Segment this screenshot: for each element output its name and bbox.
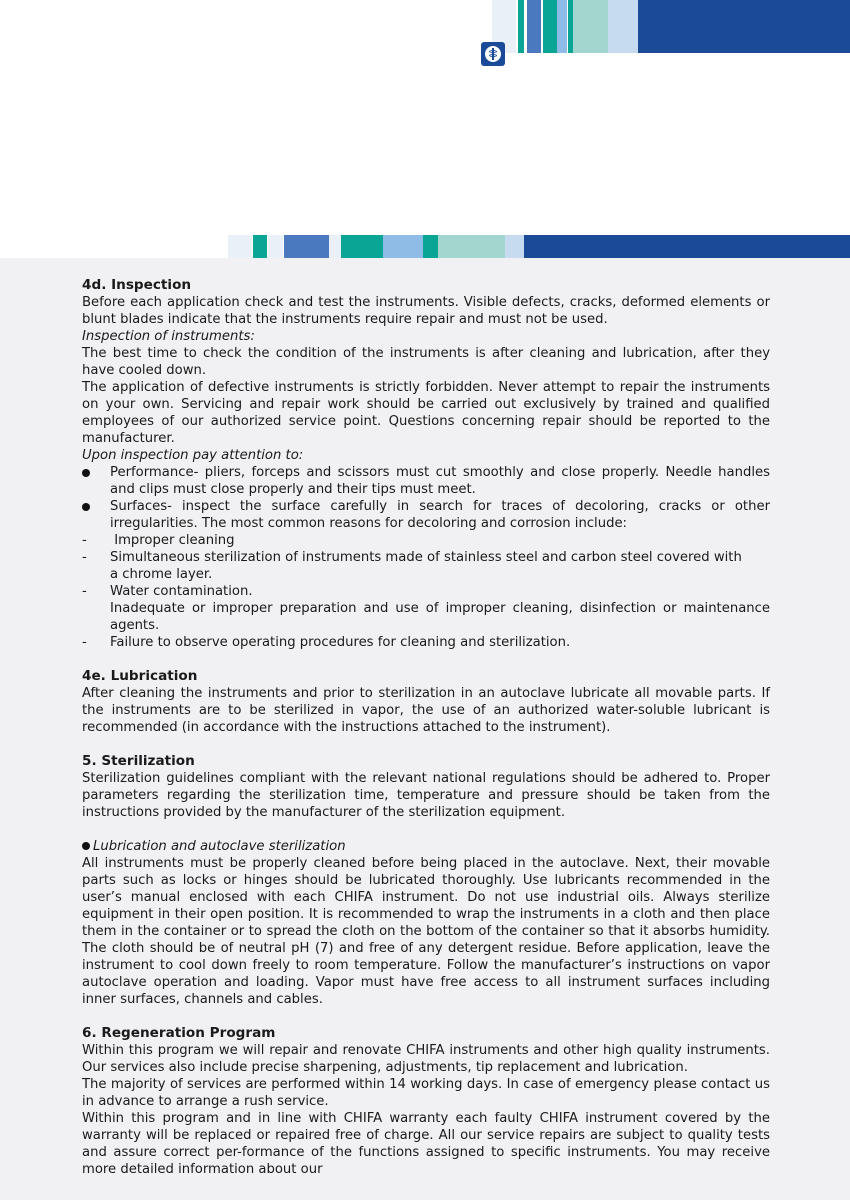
dash-text: Failure to observe operating procedures for cleaning and sterilization. xyxy=(110,635,571,650)
header-stripe-9 xyxy=(638,0,850,53)
paragraph: Before each application check and test the instruments. Visible defects, cracks, deformed elements or blunt blades indicate that the instruments require repair and must not be used. xyxy=(82,295,770,327)
section-inspection xyxy=(82,277,770,651)
dash-item xyxy=(82,583,770,600)
bullet-icon xyxy=(82,842,90,850)
paragraph: Within this program we will repair and renovate CHIFA instruments and other high quality instruments. Our services also include precise sharpening, adjustments, tip replacement and lubrication. xyxy=(82,1043,770,1075)
divider-stripe-10 xyxy=(505,235,524,258)
paragraph: Within this program and in line with CHIFA warranty each faulty CHIFA instrument covered by the warranty will be replaced or repaired free of charge. All our service repairs are subject to quality tests and assure correct per-formance of the functions assigned to specific instruments. You may receive more detailed information about our xyxy=(82,1111,770,1177)
divider-stripe-6 xyxy=(341,235,383,258)
dash-item xyxy=(82,634,770,651)
section-title: 4e. Lubrication xyxy=(82,668,198,684)
section-sterilization xyxy=(82,753,770,1008)
dash-continuation xyxy=(82,600,770,634)
divider-stripe-9 xyxy=(438,235,505,258)
bullet-icon xyxy=(82,503,90,511)
header-stripe-2 xyxy=(518,0,524,53)
section-title: 6. Regeneration Program xyxy=(82,1025,276,1041)
section-title: 4d. Inspection xyxy=(82,277,192,293)
paragraph: The application of defective instruments is strictly forbidden. Never attempt to repair the instruments on your own. Servicing and repair work should be carried out exclusively by trained and qualified employees of our authorized service point. Questions concerning repair should be reported to the manufacturer. xyxy=(82,380,770,446)
divider-stripe-11 xyxy=(524,235,850,258)
subheading: Inspection of instruments: xyxy=(82,329,255,344)
dash-marker: - xyxy=(82,635,87,650)
dash-marker: - xyxy=(82,533,87,548)
divider-stripe-1 xyxy=(228,235,252,258)
divider-stripe-5 xyxy=(329,235,341,258)
paragraph: Sterilization guidelines compliant with the relevant national regulations should be adhered to. Proper parameters regarding the sterilization time, temperature and pressure should be taken from the instructions provided by the manufacturer of the sterilization equipment. xyxy=(82,771,770,820)
header-stripe-3 xyxy=(527,0,541,53)
divider-stripe-2 xyxy=(253,235,267,258)
paragraph: The best time to check the condition of the instruments is after cleaning and lubrication, after they have cooled down. xyxy=(82,346,770,378)
paragraph: After cleaning the instruments and prior to sterilization in an autoclave lubricate all movable parts. If the instruments are to be sterilized in vapor, the use of an authorized water-soluble lubricant is recommended (in accordance with the instructions attached to the instrument). xyxy=(82,686,770,735)
bullet-icon xyxy=(82,469,90,477)
dash-text: Water contamination. xyxy=(110,584,253,599)
divider-stripe-8 xyxy=(423,235,438,258)
bullet-item xyxy=(82,464,770,498)
dash-item xyxy=(82,532,770,549)
dash-item xyxy=(82,549,770,583)
caduceus-icon xyxy=(481,42,505,66)
dash-marker: - xyxy=(82,584,87,599)
dash-marker: - xyxy=(82,550,87,565)
section-title: 5. Sterilization xyxy=(82,753,195,769)
divider-stripe-4 xyxy=(284,235,329,258)
subheading: Upon inspection pay attention to: xyxy=(82,448,304,463)
section-regeneration xyxy=(82,1025,770,1178)
bullet-text: Performance- pliers, forceps and scissors must cut smoothly and close properly. Needle handles and clips must close properly and their tips must meet. xyxy=(110,465,770,497)
bullet-text: Surfaces- inspect the surface carefully in search for traces of decoloring, cracks or other irregularities. The most common reasons for decoloring and corrosion include: xyxy=(110,499,770,531)
dash-text: Simultaneous sterilization of instruments made of stainless steel and carbon steel covered with a chrome layer. xyxy=(110,550,742,582)
header-stripe-8 xyxy=(608,0,638,53)
paragraph: The majority of services are performed within 14 working days. In case of emergency please contact us in advance to arrange a rush service. xyxy=(82,1077,770,1109)
header-stripe-5 xyxy=(557,0,567,53)
dash-text: Inadequate or improper preparation and use of improper cleaning, disinfection or maintenance agents. xyxy=(110,601,770,633)
subheading: Lubrication and autoclave sterilization xyxy=(82,838,770,855)
divider-stripe-3 xyxy=(268,235,283,258)
document-body xyxy=(82,277,770,1178)
divider-stripe-7 xyxy=(383,235,423,258)
paragraph: All instruments must be properly cleaned before being placed in the autoclave. Next, their movable parts such as locks or hinges should be lubricated thoroughly. Use lubricants recommended in the user’s manual enclosed with each CHIFA instrument. Do not use industrial oils. Always sterilize equipment in their open position. It is recommended to wrap the instruments in a cloth and then place them in the container or to spread the cloth on the bottom of the container so that it absorbs humidity. The cloth should be of neutral pH (7) and free of any detergent residue. Before application, leave the instrument to cool down freely to room temperature. Follow the manufacturer’s instructions on vapor autoclave operation and loading. Vapor must have free access to all instrument surfaces including inner surfaces, channels and cables. xyxy=(82,856,770,1007)
header-stripe-4 xyxy=(543,0,557,53)
header-stripe-7 xyxy=(573,0,608,53)
dash-text: Improper cleaning xyxy=(110,533,235,548)
section-lubrication xyxy=(82,668,770,736)
bullet-item xyxy=(82,498,770,532)
